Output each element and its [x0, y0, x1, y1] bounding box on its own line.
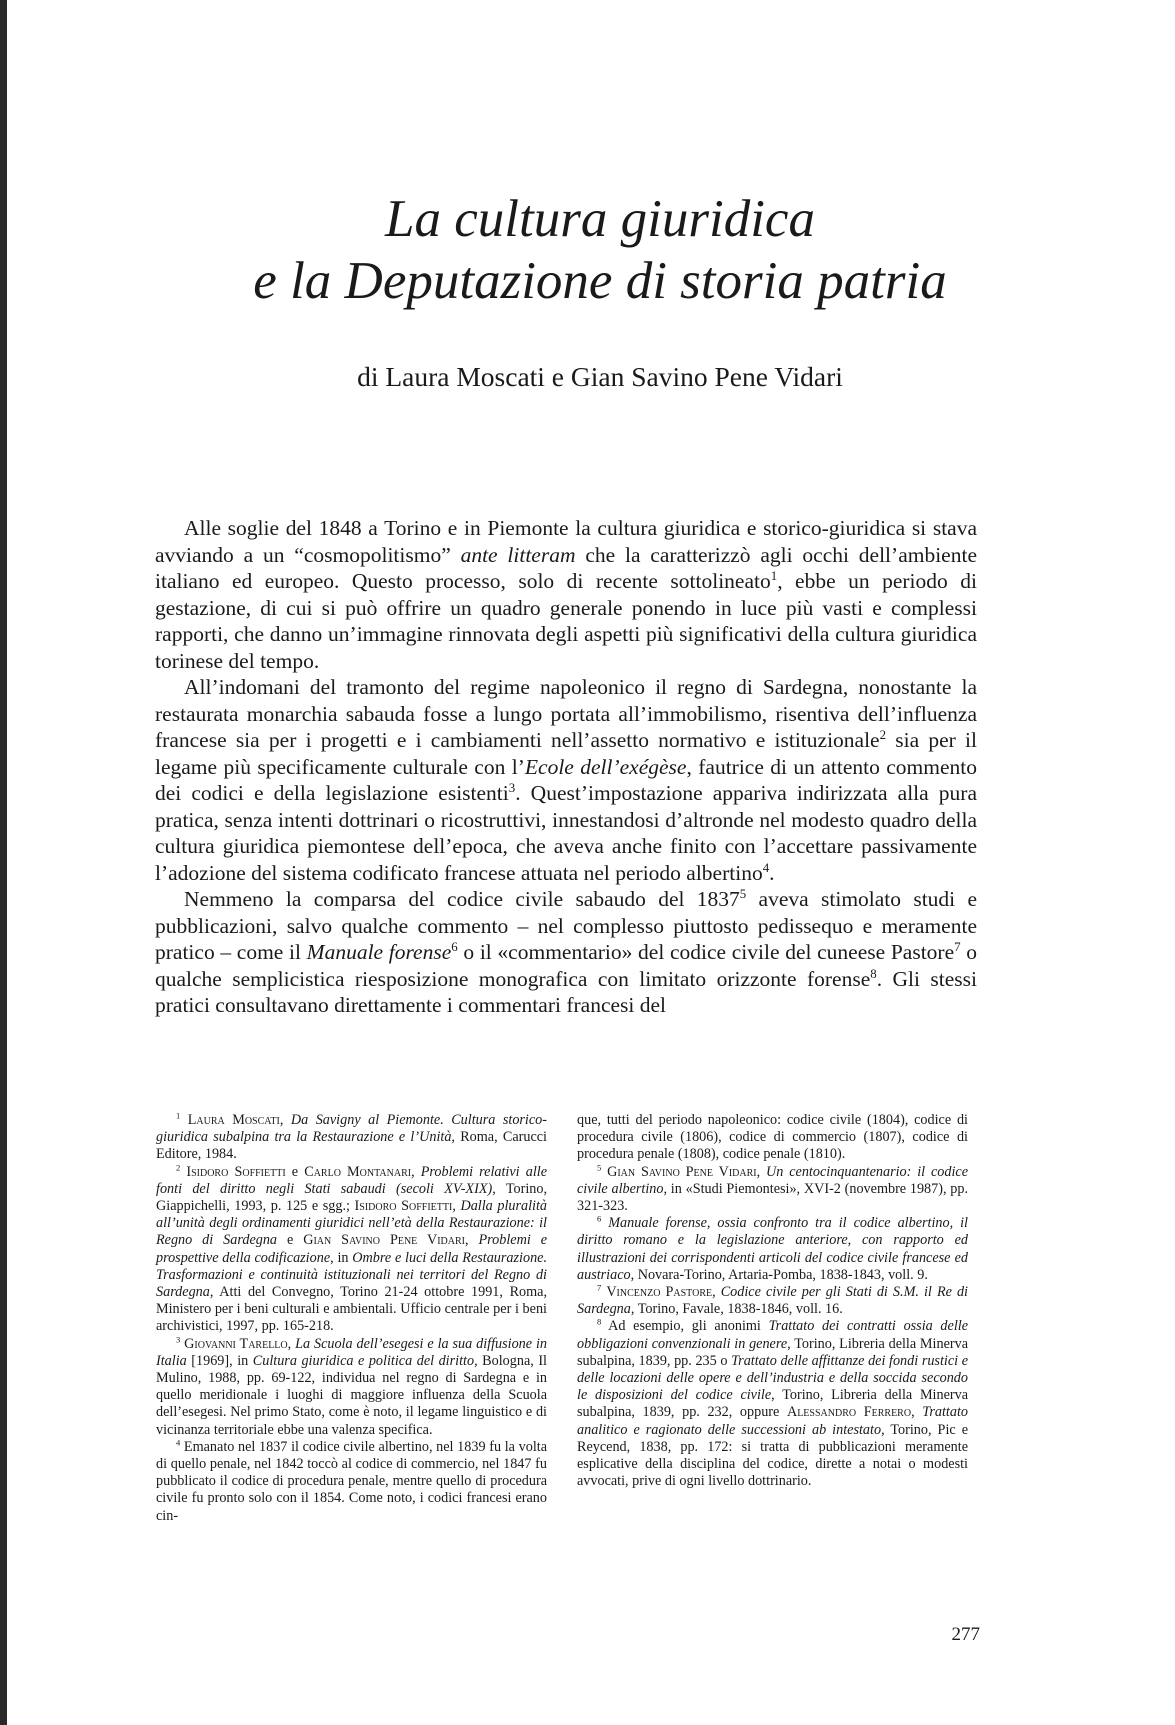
- italic-text: Manuale forense: [306, 940, 452, 964]
- author-name: Giovanni Tarello: [184, 1335, 288, 1352]
- text-run: , Atti del Convegno, Torino 21-24 ottobre 1991, Roma, Ministero per i beni culturali e ambientali. Ufficio centrale per i beni archivistici, 1997, pp. 165-218.: [156, 1284, 547, 1335]
- text-run: . Gli stessi pratici consultavano direttamente i commentari francesi del: [155, 966, 977, 1017]
- italic-text: Trattato dei contratti ossia delle obbligazioni convenzionali in genere: [577, 1318, 968, 1352]
- text-run: Ad esempio, gli anonimi: [601, 1318, 769, 1335]
- author-name: Carlo Montanari: [304, 1163, 412, 1180]
- italic-text: Ecole dell’exégèse: [524, 754, 687, 779]
- text-run: Nemmeno la comparsa del codice civile sabaudo del 1837: [184, 887, 740, 911]
- footnote-marker: 4: [176, 1437, 181, 1448]
- italic-text: Trattato analitico e ragionato delle successioni ab intestato: [577, 1404, 969, 1438]
- text-run: e: [277, 1232, 304, 1249]
- footnote-marker: 6: [451, 939, 458, 954]
- chapter-title-line-2: e la Deputazione di storia patria: [253, 252, 947, 310]
- italic-text: Da Savigny al Piemonte. Cultura storico-giuridica subalpina tra la Restaurazione e l’Unità: [156, 1112, 547, 1146]
- italic-text: Manuale forense, ossia confronto tra il codice albertino, il diritto romano e la legislazione anteriore, con rapporto ed illustrazioni dei corrispondenti articoli del codice civile francese ed austriaco: [577, 1215, 968, 1283]
- footnote: [577, 1318, 968, 1490]
- author-name: Gian Savino Pene Vidari: [303, 1232, 465, 1249]
- footnote-marker: 3: [508, 780, 516, 795]
- footnote: [577, 1215, 968, 1284]
- author-name: Alessandro Ferrero: [786, 1404, 912, 1421]
- footnote: [156, 1161, 548, 1336]
- text-run: o il «commentario» del codice civile del cuneese Pastore: [457, 940, 955, 964]
- text-run: All’indomani del tramonto del regime napoleonico il regno di Sardegna, nonostante la restaurata monarchia sabauda fosse a lungo portata all’immobilismo, risentiva dell’influenza francese sia per i progetti e i cambiamenti nell’assetto normativo e istituzionale: [155, 675, 977, 752]
- text-run: . Quest’impostazione appariva indirizzata alla pura pratica, senza intenti dottrinari o ricostruttivi, innestandosi d’altronde nel modesto quadro della cultura giuridica piemontese dell’epoca, che aveva anche finito con l’accettare passivamente l’adozione del sistema codificato francese attuata nel periodo albertino: [155, 781, 977, 885]
- footnote: [156, 1112, 547, 1164]
- author-name: Laura Moscati: [187, 1112, 280, 1128]
- footnote: [156, 1439, 547, 1525]
- text-run: ,: [911, 1404, 923, 1421]
- author-name: Gian Savino Pene Vidari: [607, 1163, 757, 1180]
- text-run: , Roma, Carucci Editore, 1984.: [156, 1129, 547, 1163]
- text-run: ,: [452, 1198, 461, 1215]
- footnote-marker: 2: [176, 1161, 181, 1172]
- text-run: , Torino, Favale, 1838-1846, voll. 16.: [630, 1301, 843, 1318]
- italic-text: ante litteram: [460, 542, 576, 567]
- footnote-marker: 8: [870, 966, 877, 981]
- chapter-title-line-1: La cultura giuridica: [385, 190, 815, 248]
- text-run: ,: [279, 1112, 291, 1128]
- page-number: 277: [951, 1624, 980, 1645]
- author-name: Vincenzo Pastore: [606, 1284, 713, 1301]
- footnote-marker: 6: [597, 1213, 602, 1224]
- italic-text: Ombre e luci della Restaurazione. Trasformazioni e continuità istituzionali nei territori del Regno di Sardegna: [156, 1249, 548, 1301]
- italic-text: Trattato delle affittanze dei fondi rustici e delle locazioni delle opere e dell’industria e della soccida secondo le disposizioni del codice civile: [577, 1352, 968, 1404]
- footnote-marker: 3: [176, 1333, 181, 1344]
- footnote-marker: 5: [739, 886, 747, 901]
- italic-text: Problemi relativi alle fonti del diritto negli Stati sabaudi (secoli XV-XIX): [156, 1163, 547, 1197]
- text-run: aveva stimolato studi e pubblicazioni, salvo qualche commento – nel complesso piuttosto pedissequo e meramente pratico – come il: [155, 887, 978, 964]
- italic-text: La Scuola dell’esegesi e la sua diffusione in Italia: [156, 1335, 548, 1369]
- text-run: , Novara-Torino, Artaria-Pomba, 1838-1843, voll. 9.: [630, 1266, 928, 1283]
- footnote-marker: 8: [597, 1316, 602, 1327]
- text-run: , Torino, Libreria della Minerva subalpina, 1839, pp. 235 o: [577, 1335, 968, 1369]
- text-run: , fautrice di un attento commento dei codici e della legislazione esistenti: [155, 754, 977, 805]
- text-run: sia per il legame più specificamente culturale con l’: [155, 728, 977, 779]
- text-run: , Torino, Libreria della Minerva subalpina, 1839, pp. 232, oppure: [577, 1387, 969, 1421]
- text-run: che la caratterizzò agli occhi dell’ambiente italiano ed europeo. Questo processo, solo di recente sottolineato: [155, 542, 977, 593]
- footnote: [156, 1333, 548, 1439]
- text-run: , in «Studi Piemontesi», XVI-2 (novembre 1987), pp. 321-323.: [577, 1180, 968, 1215]
- text-run: ,: [712, 1284, 721, 1301]
- footnote: [577, 1161, 968, 1216]
- footnote-marker: 7: [597, 1282, 602, 1293]
- footnote: [577, 1112, 968, 1164]
- text-run: ,: [287, 1335, 296, 1352]
- text-run: , in: [330, 1249, 353, 1266]
- text-run: o qualche semplicistica riesposizione monografica con limitato orizzonte forense: [155, 940, 978, 991]
- text-run: , Bologna, Il Mulino, 1988, pp. 69-122, individua nel regno di Sardegna e in quello meridionale i luoghi di maggiore influenza della Scuola dell’esegesi. Nel primo Stato, come è noto, il legame linguistico e di vicinanza territoriale ebbe una valenza specifica.: [156, 1352, 547, 1438]
- footnote-marker: 7: [954, 939, 961, 954]
- main-text: [155, 515, 977, 1019]
- italic-text: Cultura giuridica e politica del diritto: [252, 1352, 475, 1369]
- text-run: [1969], in: [186, 1352, 253, 1369]
- text-run: , Torino, Pic e Reycend, 1838, pp. 172: si tratta di pubblicazioni meramente esplicative della disciplina del codice, dirette a notai o modesti avvocati, prive di ogni livello dottrinario.: [577, 1421, 969, 1490]
- text-run: Emanato nel 1837 il codice civile albertino, nel 1839 fu la volta di quello penale, nel 1842 toccò al codice di commercio, nel 1847 fu pubblicato il codice di procedura penale, mentre quello di procedura civile fu pronto solo con il 1854. Come noto, i codici francesi erano cin-: [156, 1438, 547, 1524]
- text-run: ,: [411, 1163, 421, 1180]
- author-name: Isidoro Soffietti: [354, 1198, 453, 1215]
- italic-text: Un centocinquantenario: il codice civile albertino: [577, 1163, 968, 1197]
- italic-text: Dalla pluralità all’unità degli ordinamenti giuridici nell’età della Restaurazione: il Regno di Sardegna: [156, 1198, 548, 1249]
- footnote-marker: 4: [762, 860, 770, 875]
- text-run: e: [285, 1163, 305, 1180]
- footnote-marker: 1: [770, 568, 778, 583]
- body-paragraph: [155, 515, 977, 674]
- footnotes-right-column: [577, 1112, 968, 1490]
- footnotes-left-column: [156, 1112, 547, 1525]
- text-run: .: [769, 860, 775, 885]
- author-name: Isidoro Soffietti: [186, 1163, 286, 1180]
- page-binding-edge: [0, 0, 7, 1725]
- text-run: , Torino, Giappichelli, 1993, p. 125 e sgg.;: [156, 1180, 547, 1215]
- text-run: Alle soglie del 1848 a Torino e in Piemonte la cultura giuridica e storico-giuridica si stava avviando a un “cosmopolitismo”: [155, 516, 977, 567]
- footnote-marker: 1: [176, 1110, 181, 1121]
- text-run: ,: [464, 1232, 479, 1249]
- text-run: , ebbe un periodo di gestazione, di cui si può offrire un quadro generale ponendo in luce più vasti e complessi rapporti, che danno un’immagine rinnovata degli aspetti più significativi della cultura giuridica torinese del tempo.: [155, 569, 977, 673]
- text-run: que, tutti del periodo napoleonico: codice civile (1804), codice di procedura civile (1806), codice di commercio (1807), codice di procedura penale (1808), codice penale (1810).: [577, 1112, 968, 1163]
- text-run: [180, 1112, 187, 1128]
- text-run: ,: [756, 1163, 767, 1180]
- chapter-authors: di Laura Moscati e Gian Savino Pene Vidari: [357, 361, 843, 392]
- footnote: [577, 1284, 968, 1318]
- body-paragraph: [155, 886, 977, 1019]
- footnote-marker: 5: [597, 1161, 602, 1172]
- footnote-marker: 2: [879, 727, 887, 742]
- italic-text: Problemi e prospettive della codificazione: [156, 1232, 547, 1266]
- italic-text: Codice civile per gli Stati di S.M. il Re di Sardegna: [577, 1284, 968, 1318]
- body-paragraph: [155, 674, 977, 886]
